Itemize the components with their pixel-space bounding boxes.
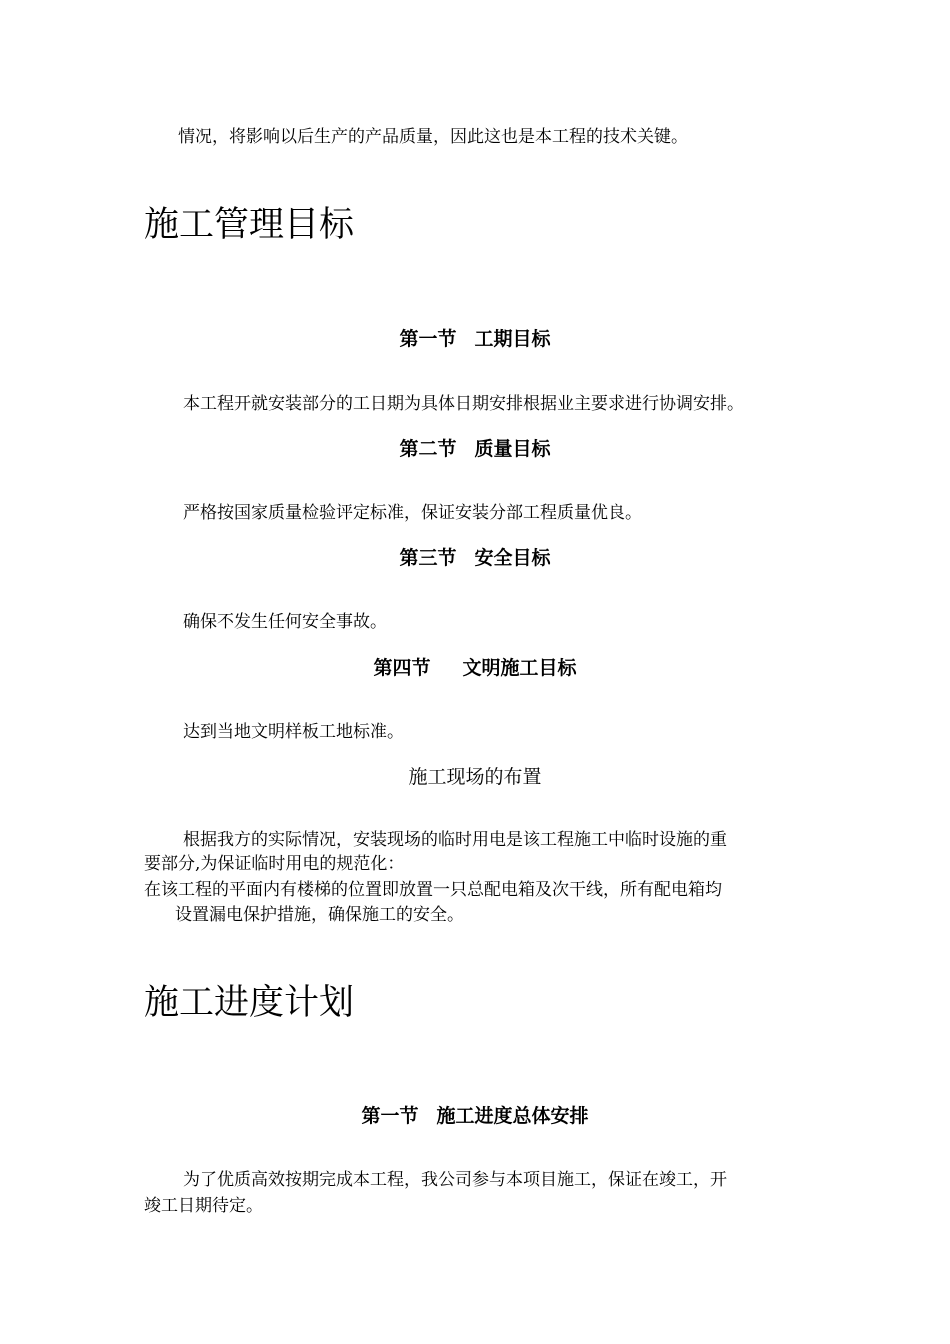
site-layout-heading: 施工现场的布置 [408,766,542,788]
chapter-title-management-goals: 施工管理目标 [144,205,355,245]
chapter-title-schedule-plan: 施工进度计划 [144,983,355,1023]
site-layout-line-1: 根据我方的实际情况，安装现场的临时用电是该工程施工中临时设施的重 [183,830,727,850]
paragraph-civilized-construction-goal: 达到当地文明样板工地标准。 [183,722,404,742]
section-heading-safety-goal [0,545,950,571]
section-heading-civilized-construction-goal [0,655,950,681]
section-heading-overall-schedule [0,1103,950,1129]
schedule-paragraph-line-1: 为了优质高效按期完成本工程，我公司参与本项目施工，保证在竣工，开 [183,1170,727,1190]
site-layout-line-4: 设置漏电保护措施，确保施工的安全。 [175,905,464,925]
paragraph-quality-goal: 严格按国家质量检验评定标准，保证安装分部工程质量优良。 [183,503,642,523]
section-heading-quality-goal [0,436,950,462]
section-number: 第一节 [361,1105,419,1127]
site-layout-line-3: 在该工程的平面内有楼梯的位置即放置一只总配电箱及次干线，所有配电箱均 [144,880,722,900]
site-layout-line-2: 要部分,为保证临时用电的规范化： [144,854,405,874]
schedule-paragraph-line-2: 竣工日期待定。 [144,1196,263,1216]
section-title: 质量目标 [474,438,551,460]
section-title: 文明施工目标 [462,657,577,679]
section-number: 第二节 [399,438,457,460]
section-title: 施工进度总体安排 [436,1105,589,1127]
intro-paragraph: 情况，将影响以后生产的产品质量，因此这也是本工程的技术关键。 [178,127,688,147]
section-number: 第四节 [373,657,431,679]
section-number: 第一节 [399,328,457,350]
section-number: 第三节 [399,547,457,569]
paragraph-safety-goal: 确保不发生任何安全事故。 [183,612,387,632]
paragraph-schedule-goal: 本工程开就安装部分的工日期为具体日期安排根据业主要求进行协调安排。 [183,394,744,414]
section-title: 工期目标 [474,328,551,350]
section-heading-schedule-goal [0,326,950,352]
section-title: 安全目标 [474,547,551,569]
